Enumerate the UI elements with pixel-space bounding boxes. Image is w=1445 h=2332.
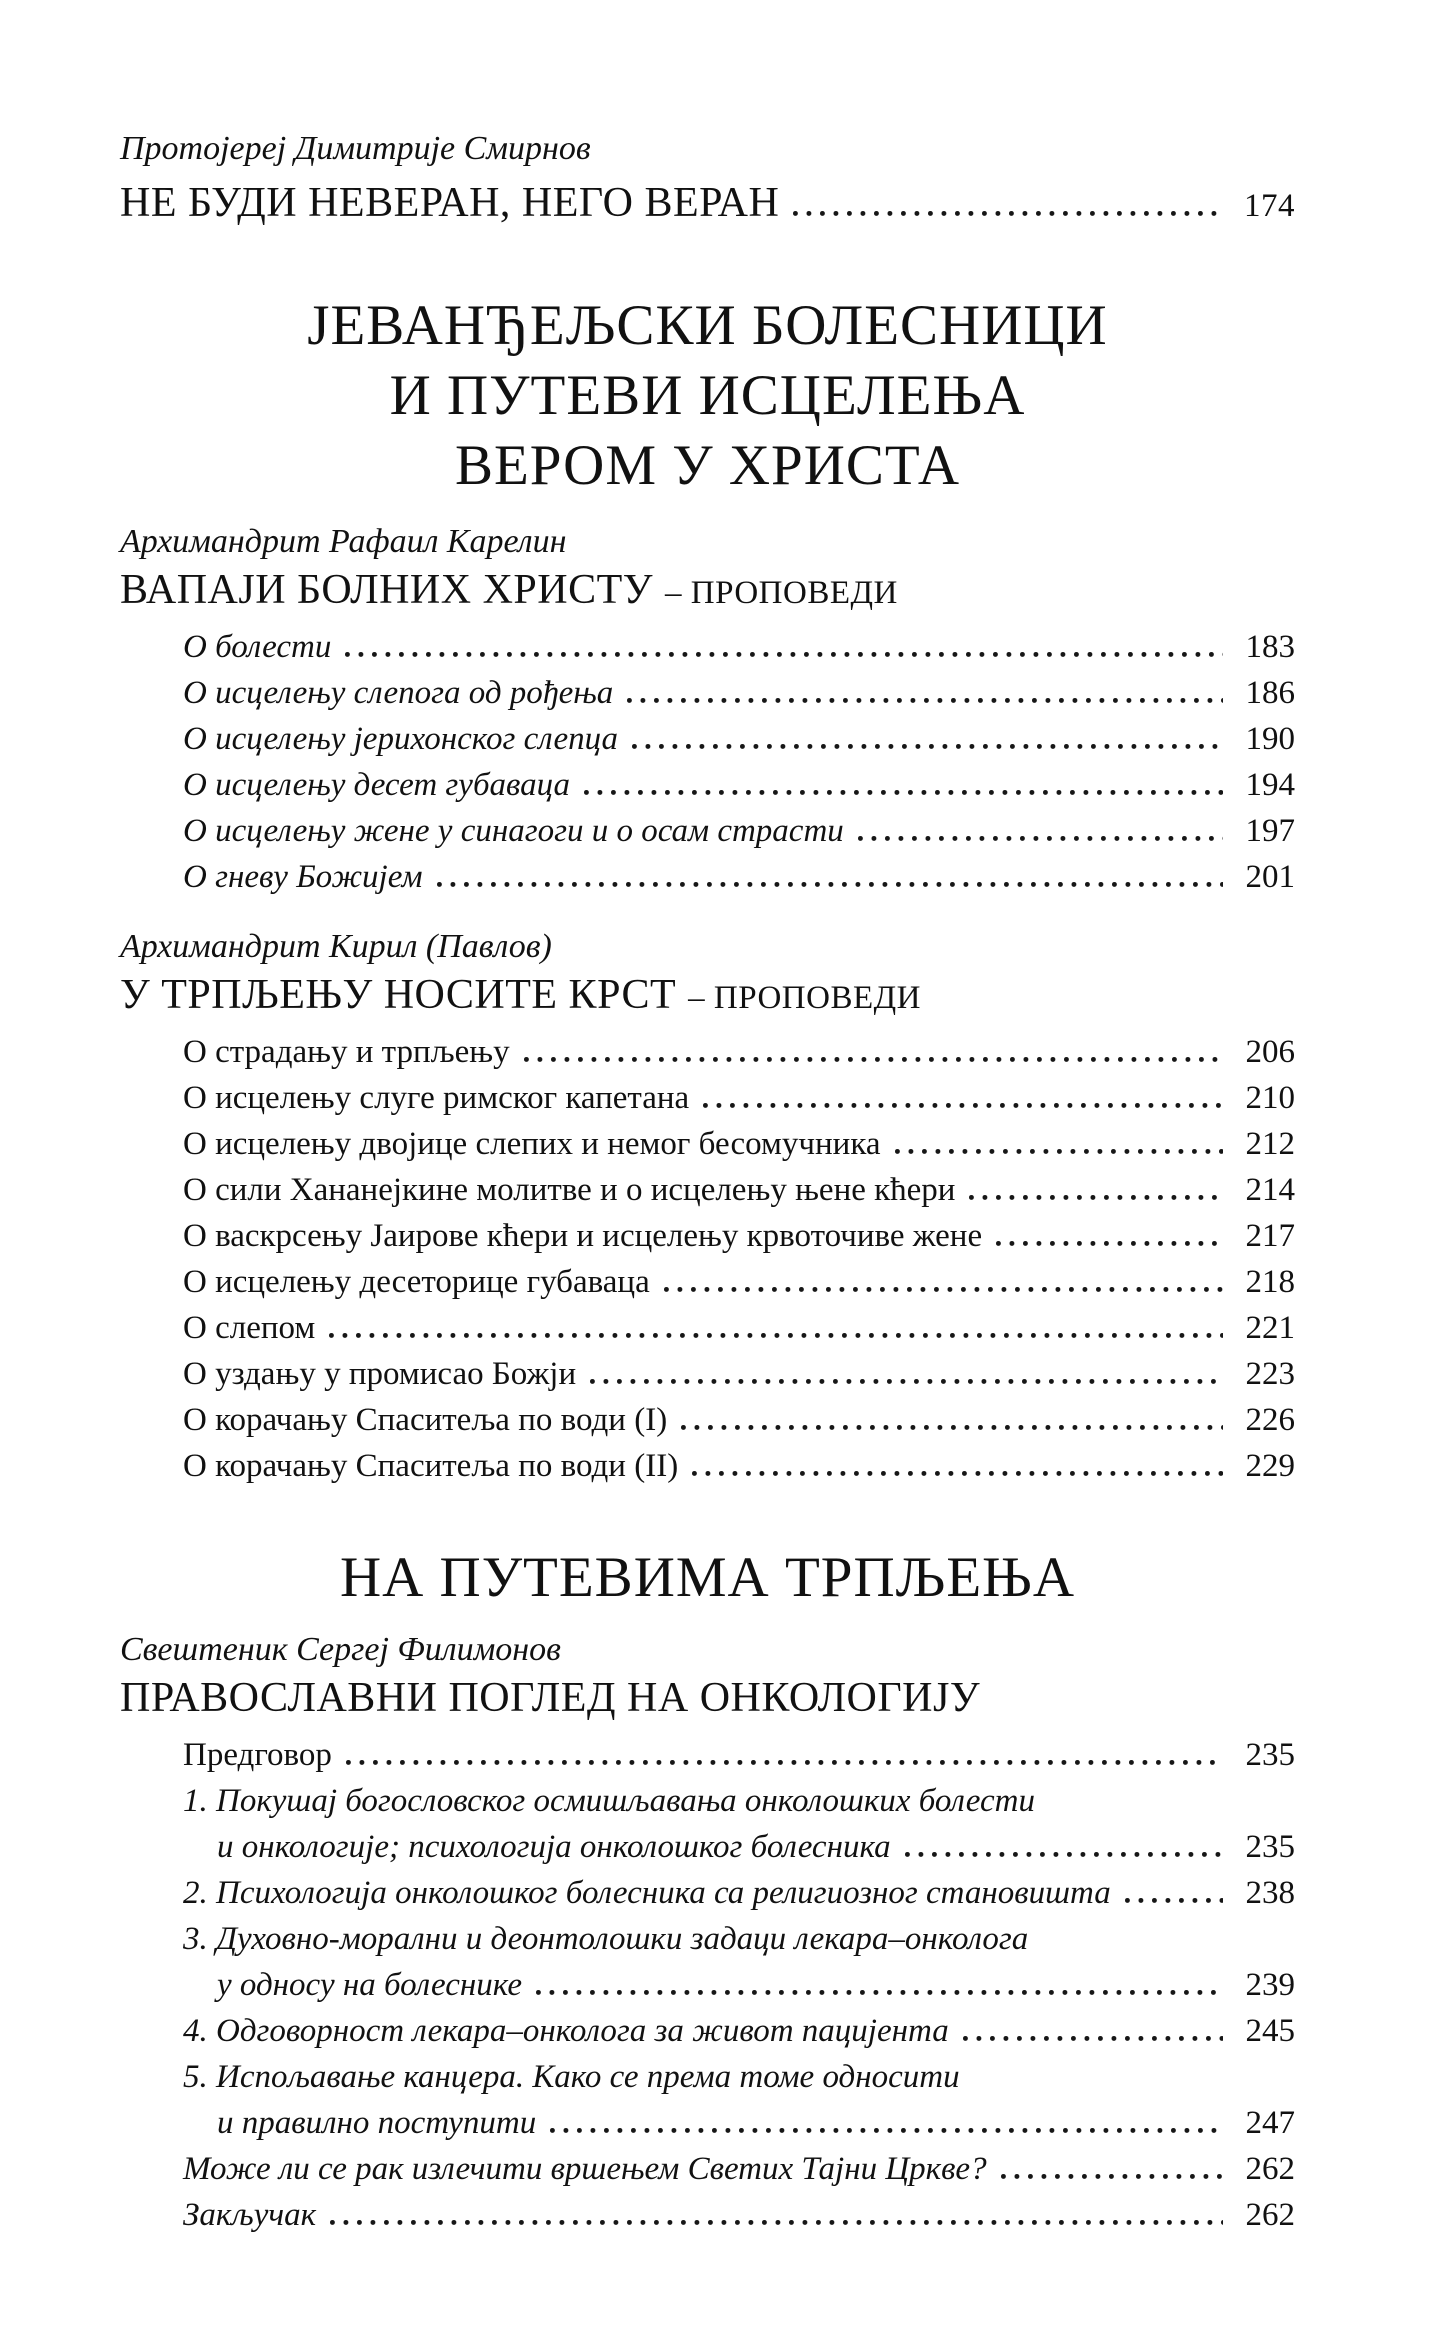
page-number: 212 bbox=[1245, 1126, 1295, 1162]
page-number: 218 bbox=[1245, 1264, 1295, 1300]
toc-entry bbox=[183, 1397, 1295, 1443]
heading-main: ВАПАЈИ БОЛНИХ ХРИСТУ bbox=[120, 566, 654, 613]
dot-leader bbox=[858, 836, 1223, 841]
entry-title: О сили Хананејкине молитве и о исцелењу њене кћери bbox=[183, 1172, 956, 1208]
page-number: 217 bbox=[1245, 1218, 1295, 1254]
toc-entry-continuation bbox=[183, 1824, 1295, 1870]
dot-leader bbox=[1125, 1898, 1223, 1903]
entry-title: 5. Испољавање канцера. Како се према томе односити bbox=[183, 2059, 960, 2095]
entry-title: О васкрсењу Јаирове кћери и исцелењу крвоточиве жене bbox=[183, 1218, 983, 1254]
heading-suffix: – ПРОПОВЕДИ bbox=[688, 979, 921, 1016]
toc-entry bbox=[183, 2008, 1295, 2054]
toc-entry bbox=[183, 1029, 1295, 1075]
page-number: 223 bbox=[1245, 1356, 1295, 1392]
page-number: 247 bbox=[1245, 2105, 1295, 2141]
dot-leader bbox=[703, 1103, 1223, 1108]
entry-title: 3. Духовно-морални и деонтолошки задаци лекара–онколога bbox=[183, 1921, 1029, 1957]
dot-leader bbox=[550, 2128, 1223, 2133]
dot-leader bbox=[632, 744, 1223, 749]
page-number: 245 bbox=[1245, 2013, 1295, 2049]
dot-leader bbox=[346, 1760, 1223, 1765]
entry-title: О корачању Спаситеља по води (II) bbox=[183, 1448, 679, 1484]
entry-title: О уздању у промисао Божји bbox=[183, 1356, 577, 1392]
toc-entry bbox=[183, 762, 1295, 808]
dot-leader bbox=[905, 1852, 1223, 1857]
toc-entry bbox=[183, 1121, 1295, 1167]
entry-title: О исцелењу двојице слепих и немог бесомучника bbox=[183, 1126, 881, 1162]
dot-leader bbox=[524, 1057, 1223, 1062]
entry-title: О исцелењу слепога од рођења bbox=[183, 675, 614, 711]
dot-leader bbox=[437, 882, 1223, 887]
entry-title: Закључак bbox=[183, 2197, 317, 2233]
toc-entry bbox=[183, 1305, 1295, 1351]
page-number: 197 bbox=[1245, 813, 1295, 849]
entry-title: 2. Психологија онколошког болесника са религиозног становишта bbox=[183, 1875, 1111, 1911]
dot-leader bbox=[664, 1287, 1223, 1292]
dot-leader bbox=[330, 2220, 1223, 2225]
part-title-line: ЈЕВАНЂЕЉСКИ БОЛЕСНИЦИ bbox=[307, 294, 1108, 357]
dot-leader bbox=[692, 1471, 1223, 1476]
toc-entry bbox=[183, 2192, 1295, 2238]
page-number: 262 bbox=[1245, 2151, 1295, 2187]
toc-entry bbox=[183, 2146, 1295, 2192]
entry-title: О корачању Спаситеља по води (I) bbox=[183, 1402, 668, 1438]
toc-entry bbox=[183, 1075, 1295, 1121]
page-number: 190 bbox=[1245, 721, 1295, 757]
entry-title: О исцелењу слуге римског капетана bbox=[183, 1080, 690, 1116]
page-number: 235 bbox=[1245, 1737, 1295, 1773]
entry-title: О исцелењу десеторице губаваца bbox=[183, 1264, 650, 1300]
page-number: 239 bbox=[1245, 1967, 1295, 2003]
dot-leader bbox=[536, 1990, 1223, 1995]
page-number: 210 bbox=[1245, 1080, 1295, 1116]
dot-leader bbox=[793, 211, 1223, 216]
dot-leader bbox=[895, 1149, 1224, 1154]
page-number: 206 bbox=[1245, 1034, 1295, 1070]
page-number: 238 bbox=[1245, 1875, 1295, 1911]
page-number: 262 bbox=[1245, 2197, 1295, 2233]
entry-title: 1. Покушај богословског осмишљавања онколошких болести bbox=[183, 1783, 1035, 1819]
toc-entry-smirnov bbox=[120, 177, 1295, 230]
entry-title-continuation: и онкологије; психологија онколошког болесника bbox=[217, 1829, 891, 1865]
toc-entry bbox=[183, 716, 1295, 762]
toc-entry bbox=[183, 808, 1295, 854]
page-number: 235 bbox=[1245, 1829, 1295, 1865]
entry-title: О исцелењу јерихонског слепца bbox=[183, 721, 618, 757]
heading-suffix: – ПРОПОВЕДИ bbox=[665, 574, 898, 611]
part-title-2 bbox=[120, 1543, 1295, 1613]
section-heading-kirill bbox=[120, 969, 1295, 1022]
entry-title: О исцелењу жене у синагоги и о осам страсти bbox=[183, 813, 844, 849]
part-title-line: НА ПУТЕВИМА ТРПЉЕЊА bbox=[339, 1546, 1076, 1609]
dot-leader bbox=[969, 1195, 1223, 1200]
page-number: 183 bbox=[1245, 629, 1295, 665]
page-number: 226 bbox=[1245, 1402, 1295, 1438]
dot-leader bbox=[590, 1379, 1223, 1384]
entry-title: НЕ БУДИ НЕВЕРАН, НЕГО ВЕРАН bbox=[120, 179, 780, 226]
entry-title: О болести bbox=[183, 629, 332, 665]
author-line-kirill: Архимандрит Кирил (Павлов) bbox=[120, 928, 552, 965]
page-number: 229 bbox=[1245, 1448, 1295, 1484]
page-number: 214 bbox=[1245, 1172, 1295, 1208]
toc-entry-continuation bbox=[183, 1962, 1295, 2008]
dot-leader bbox=[996, 1241, 1223, 1246]
toc-entry bbox=[183, 1259, 1295, 1305]
page-number: 194 bbox=[1245, 767, 1295, 803]
heading-main: У ТРПЉЕЊУ НОСИТЕ КРСТ bbox=[120, 971, 677, 1018]
dot-leader bbox=[963, 2036, 1223, 2041]
toc-entry bbox=[183, 1778, 1295, 1824]
dot-leader bbox=[681, 1425, 1223, 1430]
part-title-line: ВЕРОМ У ХРИСТА bbox=[454, 434, 961, 497]
entry-title: Може ли се рак излечити вршењем Светих Тајни Цркве? bbox=[183, 2151, 987, 2187]
toc-entry bbox=[183, 1443, 1295, 1489]
part-title-1 bbox=[120, 291, 1295, 501]
entry-title: О исцелењу десет губаваца bbox=[183, 767, 571, 803]
dot-leader bbox=[1001, 2174, 1223, 2179]
toc-entry bbox=[183, 1870, 1295, 1916]
page-number: 186 bbox=[1245, 675, 1295, 711]
section-heading-filimonov bbox=[120, 1672, 1295, 1725]
toc-entry bbox=[183, 670, 1295, 716]
page-number: 221 bbox=[1245, 1310, 1295, 1346]
toc-entry bbox=[183, 1916, 1295, 1962]
dot-leader bbox=[329, 1333, 1223, 1338]
entry-title: 4. Одговорност лекара–онколога за живот пацијента bbox=[183, 2013, 949, 2049]
entries-filimonov bbox=[183, 1732, 1295, 2238]
entry-title-continuation: у односу на болеснике bbox=[217, 1967, 523, 2003]
page-number: 174 bbox=[1244, 187, 1295, 224]
page-number: 201 bbox=[1245, 859, 1295, 895]
dot-leader bbox=[627, 698, 1223, 703]
dot-leader bbox=[584, 790, 1223, 795]
entry-title-continuation: и правилно поступити bbox=[217, 2105, 537, 2141]
toc-entry bbox=[183, 854, 1295, 900]
author-line-karelin: Архимандрит Рафаил Карелин bbox=[120, 523, 567, 560]
entry-title: О слепом bbox=[183, 1310, 316, 1346]
entry-title: О страдању и трпљењу bbox=[183, 1034, 510, 1070]
author-line-filimonov: Свештеник Сергеј Филимонов bbox=[120, 1631, 561, 1668]
author-line-smirnov: Протојереј Димитрије Смирнов bbox=[120, 130, 591, 167]
entries-kirill bbox=[183, 1029, 1295, 1489]
toc-entry-continuation bbox=[183, 2100, 1295, 2146]
dot-leader bbox=[345, 652, 1223, 657]
toc-entry bbox=[183, 1351, 1295, 1397]
part-title-line: И ПУТЕВИ ИСЦЕЛЕЊА bbox=[389, 364, 1026, 427]
toc-entry bbox=[183, 2054, 1295, 2100]
entries-karelin bbox=[183, 624, 1295, 900]
heading-main: ПРАВОСЛАВНИ ПОГЛЕД НА ОНКОЛОГИЈУ bbox=[120, 1674, 981, 1721]
section-heading-karelin bbox=[120, 564, 1295, 617]
entry-title: Предговор bbox=[183, 1737, 332, 1773]
toc-entry bbox=[183, 1213, 1295, 1259]
toc-entry bbox=[183, 624, 1295, 670]
entry-title: О гневу Божијем bbox=[183, 859, 423, 895]
toc-entry bbox=[183, 1732, 1295, 1778]
toc-entry bbox=[183, 1167, 1295, 1213]
